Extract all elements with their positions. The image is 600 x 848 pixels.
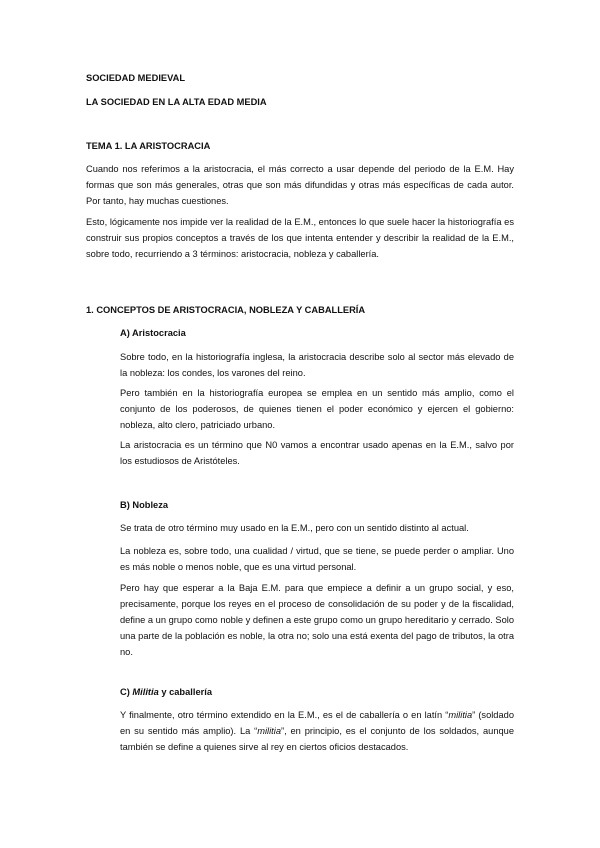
- subsection-a-paragraph-1: Sobre todo, en la historiografía inglesa, la aristocracia describe solo al sector más elevado de la nobleza: los condes, los varones del reino.: [120, 352, 514, 378]
- tema-title: TEMA 1. LA ARISTOCRACIA: [86, 141, 211, 151]
- subsection-c-militia-2: militia: [257, 726, 281, 736]
- header-alta-edad-media: LA SOCIEDAD EN LA ALTA EDAD MEDIA: [86, 97, 267, 107]
- subsection-b-paragraph-2: La nobleza es, sobre todo, una cualidad / virtud, que se tiene, se puede perder o ampliar. Uno es más noble o menos noble, que es una virtud personal.: [120, 546, 514, 572]
- subsection-c-militia-1: militia: [448, 710, 473, 720]
- subsection-c-title: [120, 684, 514, 700]
- subsection-c-text-c: ” (soldado en su sentido más amplio). La “: [120, 710, 514, 736]
- intro-paragraph-1: Cuando nos referimos a la aristocracia, el más correcto a usar depende del periodo de la E.M. Hay formas que son más generales, otras que son más difundidas y otras más específicas de cada autor. Por tanto, hay muchas cuestiones.: [86, 164, 514, 206]
- section-1-title: 1. CONCEPTOS DE ARISTOCRACIA, NOBLEZA Y CABALLERÍA: [86, 305, 366, 315]
- subsection-c-text-a: Y finalmente, otro término extendido en la E.M., es el de caballería o en latín “: [120, 710, 449, 720]
- subsection-a-paragraph-2: Pero también en la historiografía europea se emplea en un sentido más amplio, como el conjunto de los poderosos, de quienes tienen el poder económico y ejercen el gobierno: nobleza, alto clero, patriciado urbano.: [120, 388, 514, 430]
- subsection-b-paragraph-3: Pero hay que esperar a la Baja E.M. para que empiece a definir a un grupo social, y eso, precisamente, porque los reyes en el proceso de consolidación de su poder y de la fiscalidad, define a un grupo como noble y definen a este grupo como un grupo hereditario y cerrado. Solo una parte de la población es noble, la otra no; solo una está exenta del pago de tributos, la otra no.: [120, 583, 514, 657]
- subsection-a-paragraph-3: La aristocracia es un término que N0 vamos a encontrar usado apenas en la E.M., salvo por los estudiosos de Aristóteles.: [120, 440, 514, 466]
- header-sociedad-medieval: SOCIEDAD MEDIEVAL: [86, 73, 186, 83]
- intro-paragraph-2: Esto, lógicamente nos impide ver la realidad de la E.M., entonces lo que suele hacer la historiografía es construir sus propios conceptos a través de los que intenta entender y describir la realidad de la E.M., sobre todo, recurriendo a 3 términos: aristocracia, nobleza y caballería.: [86, 217, 514, 259]
- subsection-c-title-militia: Militia: [132, 687, 159, 697]
- subsection-a-title: A) Aristocracia: [120, 328, 186, 338]
- subsection-c-title-suffix: y caballería: [158, 687, 212, 697]
- subsection-c-title-prefix: C): [120, 687, 133, 697]
- subsection-b-paragraph-1: Se trata de otro término muy usado en la E.M., pero con un sentido distinto al actual.: [120, 523, 469, 533]
- subsection-c-paragraph-1: [120, 707, 514, 755]
- subsection-c-text-e: ”, en principio, es el conjunto de los soldados, aunque también se define a quienes sirve al rey en ciertos oficios destacados.: [120, 726, 515, 752]
- subsection-b-title: B) Nobleza: [120, 500, 169, 510]
